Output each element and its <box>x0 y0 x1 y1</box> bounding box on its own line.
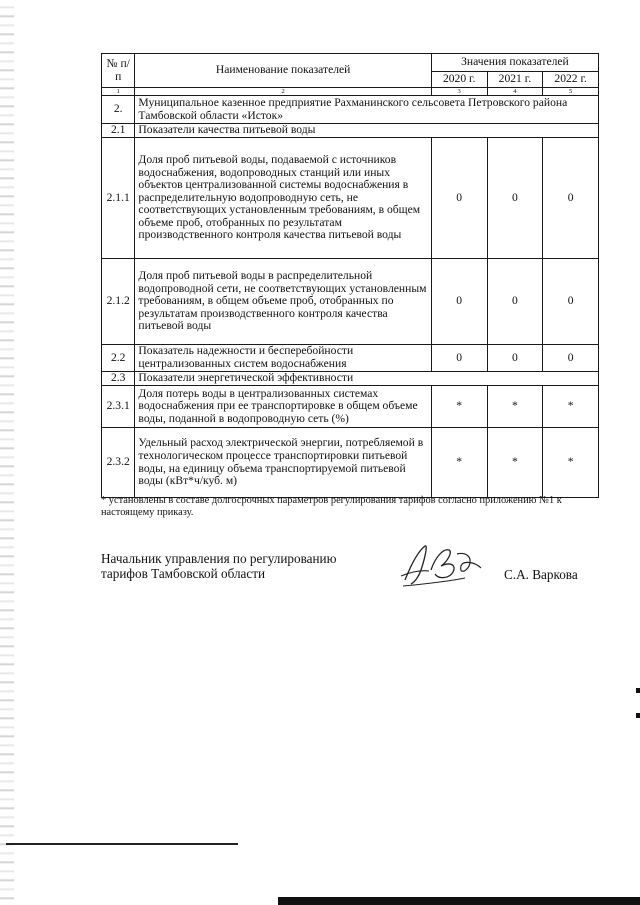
handwritten-signature <box>395 540 485 590</box>
row-name: Показатель надежности и бесперебойности централизованных систем водоснабжения <box>135 345 431 372</box>
value-2020: 0 <box>431 259 487 345</box>
value-2022: 0 <box>543 259 599 345</box>
table-row <box>102 372 599 386</box>
header-num: № п/п <box>102 54 135 88</box>
row-num: 2.1.2 <box>102 259 135 345</box>
row-num: 2. <box>102 96 135 124</box>
value-2020: * <box>431 386 487 428</box>
scan-bar <box>278 897 640 905</box>
table-row <box>102 345 599 372</box>
value-2020: 0 <box>431 345 487 372</box>
scan-rule <box>6 843 238 845</box>
row-num: 2.2 <box>102 345 135 372</box>
table-row <box>102 96 599 124</box>
value-2020: 0 <box>431 138 487 259</box>
row-name: Доля проб питьевой воды в распределительной водопроводной сети, не соответствующих установленным требованиям, в общем объеме проб, отобранных по результатам производственного контроля качества питьевой воды <box>135 259 431 345</box>
index-cell: 5 <box>543 88 599 96</box>
row-name: Удельный расход электрической энергии, потребляемой в технологическом процессе транспортировки питьевой воды, на единицу объема транспортируемой питьевой воды (кВт*ч/куб. м) <box>135 428 431 498</box>
header-values-group: Значения показателей <box>431 54 598 72</box>
row-num: 2.3 <box>102 372 135 386</box>
row-name: Показатели качества питьевой воды <box>135 124 599 138</box>
row-num: 2.3.1 <box>102 386 135 428</box>
table-row <box>102 259 599 345</box>
value-2022: 0 <box>543 345 599 372</box>
indicators-table <box>101 53 599 498</box>
index-cell: 2 <box>135 88 431 96</box>
index-row <box>102 88 599 96</box>
row-num: 2.3.2 <box>102 428 135 498</box>
header-year-2022: 2022 г. <box>543 72 599 88</box>
scan-mark <box>636 688 640 693</box>
header-year-2020: 2020 г. <box>431 72 487 88</box>
value-2020: * <box>431 428 487 498</box>
scan-mark <box>636 713 640 718</box>
index-cell: 4 <box>487 88 543 96</box>
table-row <box>102 386 599 428</box>
index-cell: 1 <box>102 88 135 96</box>
value-2021: * <box>487 428 543 498</box>
row-num: 2.1 <box>102 124 135 138</box>
row-name: Показатели энергетической эффективности <box>135 372 599 386</box>
value-2021: * <box>487 386 543 428</box>
signatory-position <box>101 551 336 581</box>
header-name: Наименование показателей <box>135 54 431 88</box>
value-2021: 0 <box>487 345 543 372</box>
value-2021: 0 <box>487 259 543 345</box>
row-num: 2.1.1 <box>102 138 135 259</box>
scan-edge <box>0 0 14 905</box>
index-cell: 3 <box>431 88 487 96</box>
value-2022: * <box>543 386 599 428</box>
row-name: Доля проб питьевой воды, подаваемой с источников водоснабжения, водопроводных станций или иных объектов централизованной системы водоснабжения в распределительную водопроводную сеть, не соответствующих установленным требованиям, в общем объеме проб, отобранных по результатам производственного контроля качества питьевой воды <box>135 138 431 259</box>
position-line-1: Начальник управления по регулированию <box>101 551 337 566</box>
table-row <box>102 428 599 498</box>
row-name: Муниципальное казенное предприятие Рахманинского сельсовета Петровского района Тамбовской области «Исток» <box>135 96 599 124</box>
value-2021: 0 <box>487 138 543 259</box>
table-row <box>102 138 599 259</box>
header-row-top <box>102 54 599 72</box>
value-2022: * <box>543 428 599 498</box>
value-2022: 0 <box>543 138 599 259</box>
row-name: Доля потерь воды в централизованных системах водоснабжения при ее транспортировке в общем объеме воды, поданной в водопроводную сеть (%) <box>135 386 431 428</box>
position-line-2: тарифов Тамбовской области <box>101 566 266 581</box>
footnote: * установлены в составе долгосрочных параметров регулирования тарифов согласно приложению №1 к настоящему приказу. <box>101 495 562 518</box>
signatory-name: С.А. Варкова <box>504 567 578 582</box>
header-year-2021: 2021 г. <box>487 72 543 88</box>
table-row <box>102 124 599 138</box>
